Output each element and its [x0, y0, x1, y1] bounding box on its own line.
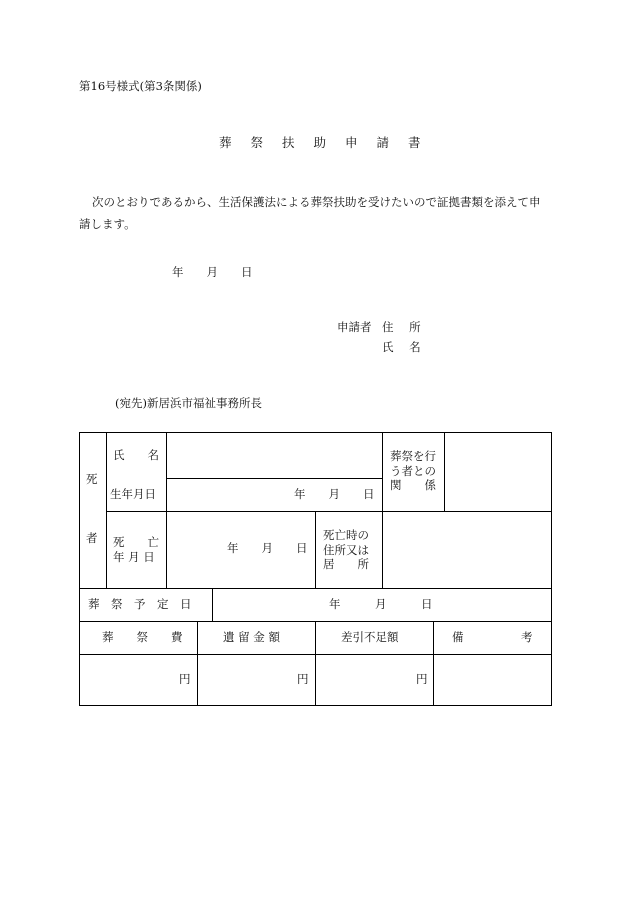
birth-label: 生年月日 [110, 487, 156, 501]
col-line-relation [382, 432, 383, 511]
death-label: 死 亡 年 月 日 [113, 535, 159, 564]
application-table [79, 432, 552, 706]
col-line-cost-2 [315, 621, 316, 706]
shortfall-label: 差引不足額 [341, 630, 399, 644]
deceased-label-bottom: 者 [86, 531, 98, 545]
addressee: (宛先)新居浜市福祉事務所長 [115, 396, 262, 410]
remarks-label: 備 考 [452, 630, 533, 644]
cost-label: 葬 祭 費 [102, 630, 183, 644]
relation-label: 葬祭を行 う者との 関 係 [390, 449, 436, 492]
application-date: 年 月 日 [172, 265, 253, 279]
row-line-birth [106, 511, 552, 512]
table-border-right [551, 432, 552, 706]
col-line-deceased [106, 432, 107, 588]
col-line-cost-3 [433, 621, 434, 706]
col-line-death-address [315, 511, 316, 588]
applicant-label: 申請者 [337, 320, 372, 334]
cost-yen: 円 [179, 672, 191, 686]
page-title: 葬祭扶助申請書 [219, 135, 440, 150]
funeral-date-value: 年 月 日 [329, 597, 433, 611]
row-line-death [79, 588, 552, 589]
table-border-left [79, 432, 80, 706]
applicant-address-label: 住 所 [382, 320, 427, 334]
death-date: 年 月 日 [227, 541, 308, 555]
intro-text: 次のとおりであるから、生活保護法による葬祭扶助を受けたいので証拠書類を添えて申請します。 [79, 195, 541, 231]
funeral-date-label: 葬 祭 予 定 日 [88, 597, 192, 611]
death-address-label: 死亡時の 住所又は 居 所 [323, 528, 369, 571]
shortfall-yen: 円 [416, 672, 428, 686]
col-line-funeral-date [212, 588, 213, 621]
deceased-label-top: 死 [86, 472, 98, 486]
table-border-top [79, 432, 552, 433]
row-line-name [166, 478, 382, 479]
col-line-labels [166, 432, 167, 588]
form-number: 第16号様式(第3条関係) [79, 79, 202, 93]
birth-date: 年 月 日 [294, 487, 375, 501]
col-line-relation-value [444, 432, 445, 511]
applicant-name-label: 氏 名 [382, 340, 427, 354]
name-label: 氏 名 [113, 448, 159, 462]
estate-label: 遺 留 金 額 [223, 630, 280, 644]
estate-yen: 円 [297, 672, 309, 686]
col-line-death-address-value [382, 511, 383, 588]
col-line-cost-1 [197, 621, 198, 706]
